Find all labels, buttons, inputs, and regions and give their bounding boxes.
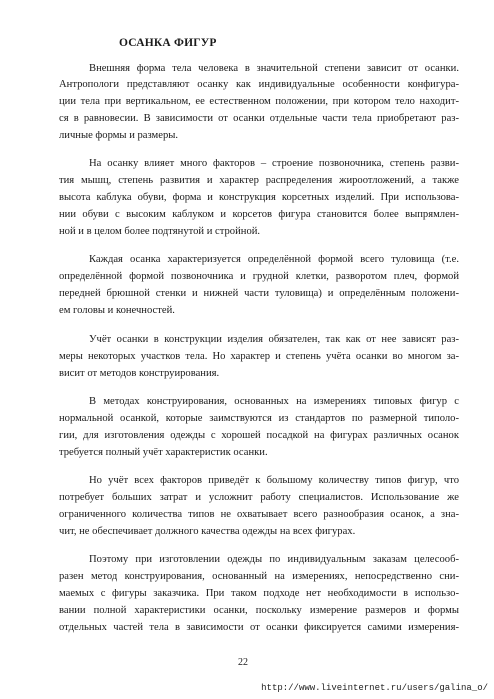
text-line: ем головы и конечностей. bbox=[59, 305, 175, 316]
text-line: меры некоторых участков тела. Но характер и степень учёта осанки во многом за- bbox=[59, 351, 459, 362]
text-line: Внешняя форма тела человека в значительной степени зависит от осанки. bbox=[89, 63, 459, 74]
text-line: требуется полный учёт характеристик осанки. bbox=[59, 447, 268, 458]
text-line: Антропологи представляют осанку как индивидуальные особенности конфигура- bbox=[59, 79, 459, 90]
text-line: гии, для изготовления одежды с хорошей посадкой на фигурах различных осанок bbox=[59, 430, 459, 441]
text-line: ной и в целом более подтянутой и стройной. bbox=[59, 226, 261, 237]
text-line: висит от методов конструирования. bbox=[59, 368, 220, 379]
text-line: Каждая осанка характеризуется определённой формой всего туловища (т.е. bbox=[89, 254, 459, 265]
section-title: ОСАНКА ФИГУР bbox=[119, 37, 217, 49]
text-line: ограниченного количества типов не охватывает всего разнообразия осанок, а зна- bbox=[59, 509, 459, 520]
text-line: потребует больших затрат и усложнит работу специалистов. Использование же bbox=[59, 492, 459, 503]
text-line: нии обуви с высоким каблуком и корсетов фигура становится более выпрямлен- bbox=[59, 209, 459, 220]
text-line: передней брюшной стенки и нижней части туловища) и определённым положени- bbox=[59, 288, 459, 299]
text-line: нормальной осанкой, которые заимствуются из стандартов по размерной типоло- bbox=[59, 413, 459, 424]
text-line: Учёт осанки в конструкции изделия обязателен, так как от нее зависят раз- bbox=[89, 334, 459, 345]
text-line: В методах конструирования, основанных на измерениях типовых фигур с bbox=[89, 396, 459, 407]
text-line: ся в равновесии. В зависимости от осанки отдельные части тела приобретают раз- bbox=[59, 113, 459, 124]
text-line: На осанку влияет много факторов – строение позвоночника, степень разви- bbox=[89, 158, 459, 169]
text-line: маемых с фигуры заказчика. При таком подходе нет необходимости в использо- bbox=[59, 588, 459, 599]
text-line: тия мышц, степень развития и характер распределения жироотложений, а также bbox=[59, 175, 459, 186]
text-line: ции тела при вертикальном, ее естественном положении, при котором тело находит- bbox=[59, 96, 459, 107]
text-line: разен метод конструирования, основанный на измерениях, непосредственно сни- bbox=[59, 571, 459, 582]
watermark-url: http://www.liveinternet.ru/users/galina_o/ bbox=[261, 683, 488, 693]
text-line: Поэтому при изготовлении одежды по индивидуальным заказам целесооб- bbox=[89, 554, 459, 565]
text-line: чит, не обеспечивает должного качества одежды на всех фигурах. bbox=[59, 526, 356, 537]
text-line: личные формы и размеры. bbox=[59, 130, 179, 141]
text-line: вании полной характеристики осанки, поскольку измерение размеров и формы bbox=[59, 605, 459, 616]
text-line: высота каблука обуви, форма и конструкция корсетных изделий. При использова- bbox=[59, 192, 459, 203]
text-line: определённой формой позвоночника и грудной клетки, разворотом плеч, формой bbox=[59, 271, 459, 282]
page-number: 22 bbox=[238, 657, 248, 668]
text-line: отдельных частей тела в зависимости от осанки фиксируется самими измерения- bbox=[59, 622, 459, 633]
text-line: Но учёт всех факторов приведёт к большому количеству типов фигур, что bbox=[89, 475, 459, 486]
